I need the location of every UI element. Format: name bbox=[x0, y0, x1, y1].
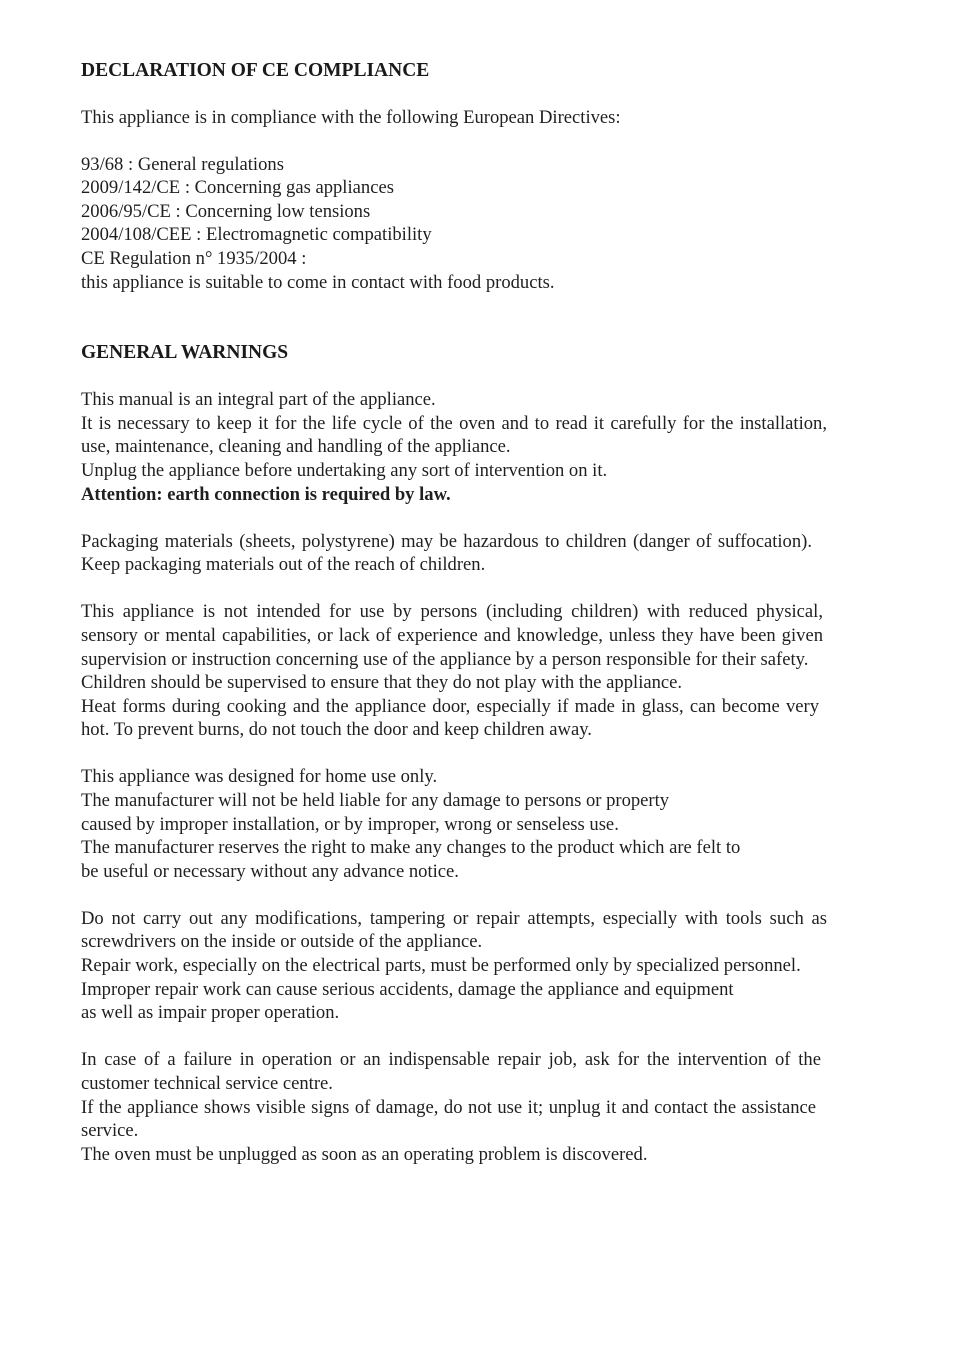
warnings-paragraph-service bbox=[81, 1048, 827, 1166]
warning-text: This appliance was designed for home use only. bbox=[81, 766, 438, 788]
warning-text: The manufacturer reserves the right to make any changes to the product which are felt to bbox=[81, 837, 741, 859]
directive-item: 2009/142/CE : Concerning gas appliances bbox=[81, 177, 394, 199]
warning-text: Do not carry out any modifications, tampering or repair attempts, especially with tools such as screwdrivers on the inside or outside of the appliance. bbox=[81, 907, 827, 953]
warning-text: If the appliance shows visible signs of damage, do not use it; unplug it and contact the assistance service. bbox=[81, 1096, 816, 1142]
warning-text: Improper repair work can cause serious accidents, damage the appliance and equipment bbox=[81, 978, 734, 1000]
ce-declaration-heading: DECLARATION OF CE COMPLIANCE bbox=[81, 60, 430, 81]
ce-intro-text: This appliance is in compliance with the following European Directives: bbox=[81, 107, 621, 128]
warnings-paragraph-home-use bbox=[81, 765, 827, 883]
directive-item: this appliance is suitable to come in contact with food products. bbox=[81, 271, 555, 293]
warning-text: This appliance is not intended for use by persons (including children) with reduced physical, sensory or mental capabilities, or lack of experience and knowledge, unless they have been given supervision or instruction concerning use of the appliance by a person responsible for their safety. bbox=[81, 601, 823, 670]
warning-text: Children should be supervised to ensure that they do not play with the appliance. bbox=[81, 672, 683, 694]
warning-packaging-text: Packaging materials (sheets, polystyrene) may be hazardous to children (danger of suffocation). Keep packaging materials out of the reach of children. bbox=[81, 530, 812, 576]
earth-connection-notice: Attention: earth connection is required by law. bbox=[81, 483, 451, 505]
warnings-paragraph-repairs bbox=[81, 907, 827, 1025]
warning-text: This manual is an integral part of the appliance. bbox=[81, 389, 436, 411]
warning-text: In case of a failure in operation or an indispensable repair job, ask for the intervention of the customer technical service centre. bbox=[81, 1049, 821, 1094]
directive-item: 93/68 : General regulations bbox=[81, 153, 284, 175]
warning-text: The manufacturer will not be held liable for any damage to persons or property bbox=[81, 789, 670, 811]
warning-text: Unplug the appliance before undertaking any sort of intervention on it. bbox=[81, 459, 608, 481]
warning-text: as well as impair proper operation. bbox=[81, 1002, 340, 1024]
warning-text: The oven must be unplugged as soon as an operating problem is discovered. bbox=[81, 1143, 648, 1165]
directive-list bbox=[81, 153, 827, 295]
document-page bbox=[81, 59, 827, 1166]
warning-text: Repair work, especially on the electrical parts, must be performed only by specialized personnel. bbox=[81, 955, 801, 977]
warning-text: Heat forms during cooking and the appliance door, especially if made in glass, can become very hot. To prevent burns, do not touch the door and keep children away. bbox=[81, 695, 819, 741]
warning-text: caused by improper installation, or by improper, wrong or senseless use. bbox=[81, 813, 619, 835]
directive-item: CE Regulation n° 1935/2004 : bbox=[81, 247, 307, 269]
directive-item: 2006/95/CE : Concerning low tensions bbox=[81, 200, 371, 222]
warning-text: It is necessary to keep it for the life cycle of the oven and to read it carefully for the installation, use, maintenance, cleaning and handling of the appliance. bbox=[81, 412, 827, 458]
directive-item: 2004/108/CEE : Electromagnetic compatibility bbox=[81, 224, 432, 246]
warning-text: be useful or necessary without any advance notice. bbox=[81, 860, 459, 882]
warnings-paragraph-children bbox=[81, 600, 827, 742]
warnings-paragraph-manual bbox=[81, 388, 827, 506]
general-warnings-heading: GENERAL WARNINGS bbox=[81, 342, 289, 364]
